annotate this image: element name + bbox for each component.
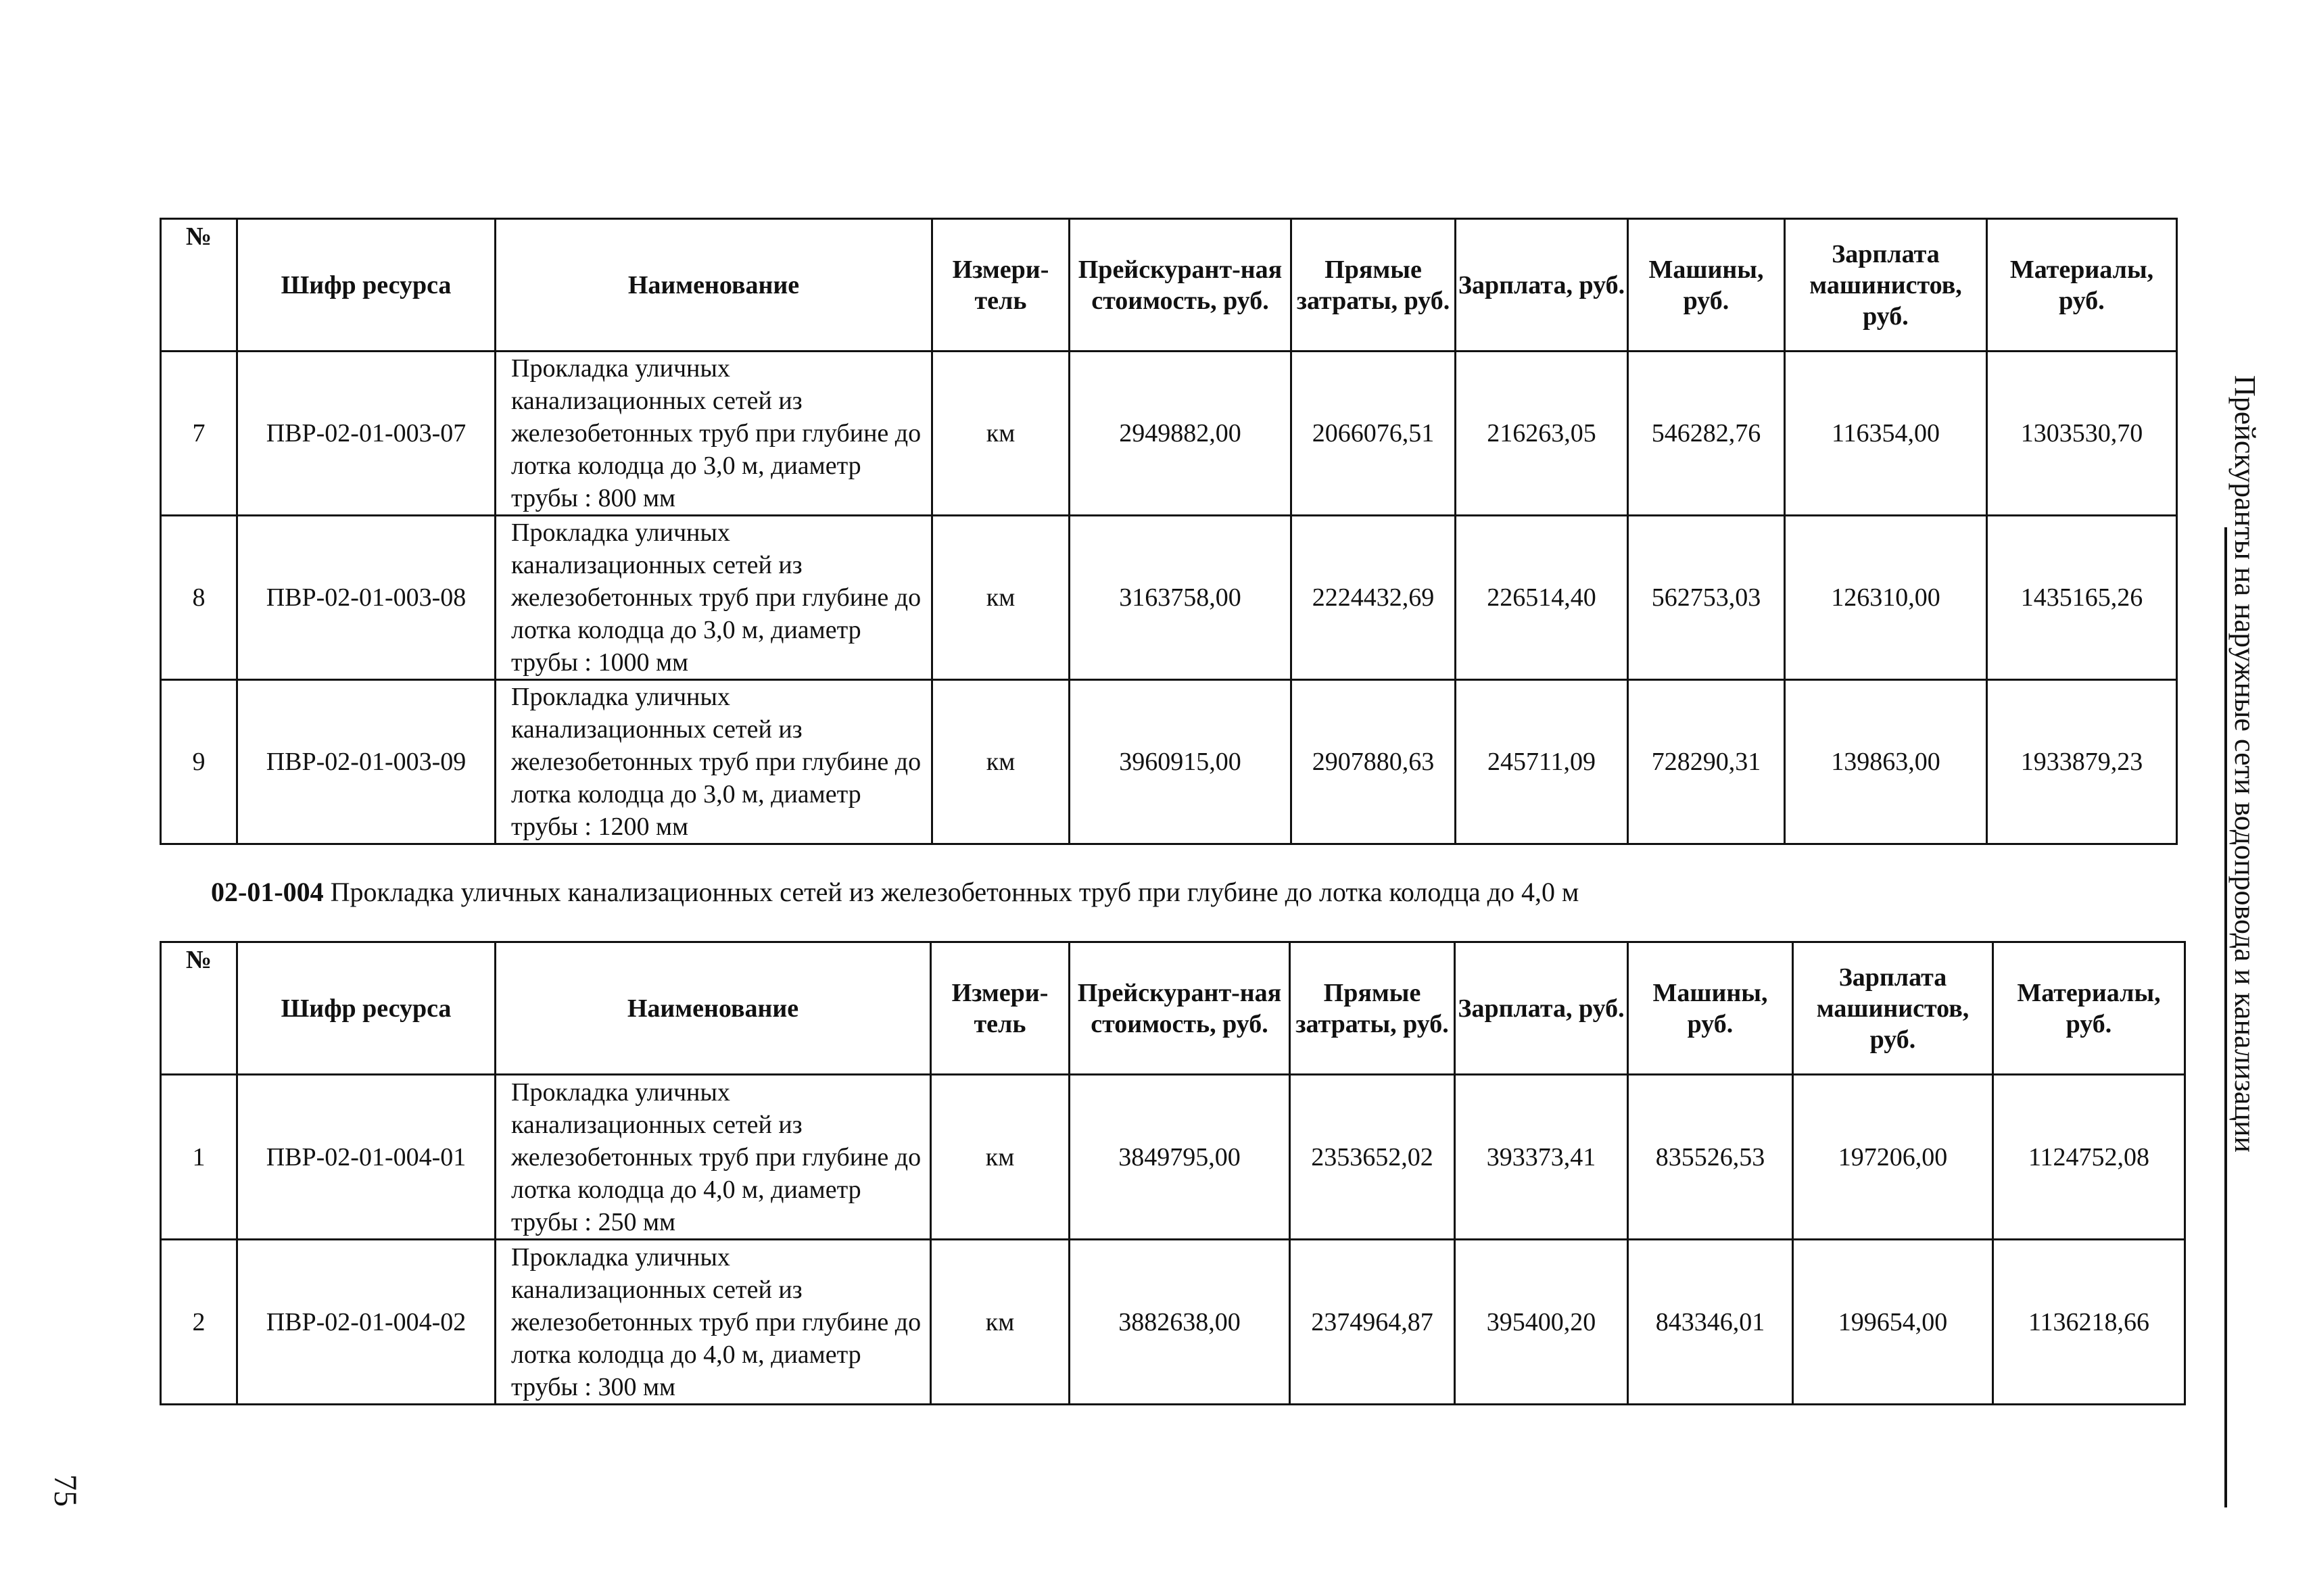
header-unit: Измери-тель [931,942,1070,1075]
row-num: 7 [161,352,237,516]
row-materials: 1303530,70 [1987,352,2177,516]
header-operators: Зарплата машинистов, руб. [1785,219,1987,352]
row-salary: 245711,09 [1456,680,1628,844]
row-direct: 2224432,69 [1291,516,1456,680]
row-salary: 395400,20 [1455,1240,1628,1405]
row-code: ПВР-02-01-003-09 [237,680,496,844]
row-num: 1 [161,1075,237,1240]
row-unit: км [932,352,1070,516]
row-name: Прокладка уличных канализационных сетей из железобетонных труб при глубине до лотка колодца до 3,0 м, диаметр трубы : 800 мм [496,352,932,516]
row-unit: км [932,680,1070,844]
header-price: Прейскурант-ная стоимость, руб. [1070,942,1290,1075]
header-salary: Зарплата, руб. [1455,942,1628,1075]
table-row [161,680,2177,844]
row-materials: 1136218,66 [1993,1240,2185,1405]
header-name: Наименование [496,219,932,352]
header-machines: Машины, руб. [1628,219,1785,352]
row-num: 9 [161,680,237,844]
row-price: 3849795,00 [1070,1075,1290,1240]
row-operators: 199654,00 [1793,1240,1993,1405]
header-code: Шифр ресурса [237,942,496,1075]
row-salary: 393373,41 [1455,1075,1628,1240]
row-operators: 139863,00 [1785,680,1987,844]
row-name: Прокладка уличных канализационных сетей из железобетонных труб при глубине до лотка колодца до 4,0 м, диаметр трубы : 300 мм [496,1240,931,1405]
header-code: Шифр ресурса [237,219,496,352]
header-unit: Измери-тель [932,219,1070,352]
row-machines: 562753,03 [1628,516,1785,680]
row-code: ПВР-02-01-004-02 [237,1240,496,1405]
header-price: Прейскурант-ная стоимость, руб. [1070,219,1291,352]
table-row [161,352,2177,516]
price-table-004 [160,941,2186,1405]
row-salary: 216263,05 [1456,352,1628,516]
row-materials: 1124752,08 [1993,1075,2185,1240]
price-table-003 [160,218,2178,845]
row-name: Прокладка уличных канализационных сетей из железобетонных труб при глубине до лотка колодца до 3,0 м, диаметр трубы : 1200 мм [496,680,932,844]
row-price: 3882638,00 [1070,1240,1290,1405]
row-num: 2 [161,1240,237,1405]
section-title-text: Прокладка уличных канализационных сетей из железобетонных труб при глубине до лотка колодца до 4,0 м [330,877,1579,907]
row-direct: 2353652,02 [1290,1075,1455,1240]
row-materials: 1435165,26 [1987,516,2177,680]
section-heading [211,876,1579,909]
header-num: № [161,219,237,352]
row-materials: 1933879,23 [1987,680,2177,844]
row-code: ПВР-02-01-004-01 [237,1075,496,1240]
row-unit: км [932,516,1070,680]
row-machines: 728290,31 [1628,680,1785,844]
header-materials: Материалы, руб. [1987,219,2177,352]
row-operators: 197206,00 [1793,1075,1993,1240]
row-code: ПВР-02-01-003-07 [237,352,496,516]
running-title-text: Прейскуранты на наружные сети водопровода и канализации [2228,375,2262,1153]
header-salary: Зарплата, руб. [1456,219,1628,352]
header-materials: Материалы, руб. [1993,942,2185,1075]
header-name: Наименование [496,942,931,1075]
row-unit: км [931,1240,1070,1405]
header-operators: Зарплата машинистов, руб. [1793,942,1993,1075]
row-operators: 126310,00 [1785,516,1987,680]
row-salary: 226514,40 [1456,516,1628,680]
header-num: № [161,942,237,1075]
header-direct: Прямые затраты, руб. [1291,219,1456,352]
page-number-text: 75 [47,1474,83,1507]
table-row [161,516,2177,680]
row-price: 3960915,00 [1070,680,1291,844]
row-code: ПВР-02-01-003-08 [237,516,496,680]
row-direct: 2066076,51 [1291,352,1456,516]
row-price: 2949882,00 [1070,352,1291,516]
row-machines: 546282,76 [1628,352,1785,516]
row-unit: км [931,1075,1070,1240]
table-row [161,1240,2185,1405]
row-direct: 2374964,87 [1290,1240,1455,1405]
row-machines: 835526,53 [1628,1075,1793,1240]
section-code: 02-01-004 [211,877,324,907]
row-price: 3163758,00 [1070,516,1291,680]
header-direct: Прямые затраты, руб. [1290,942,1455,1075]
row-machines: 843346,01 [1628,1240,1793,1405]
row-name: Прокладка уличных канализационных сетей из железобетонных труб при глубине до лотка колодца до 4,0 м, диаметр трубы : 250 мм [496,1075,931,1240]
table-row [161,1075,2185,1240]
table-header-row [161,942,2185,1075]
table-header-row [161,219,2177,352]
row-num: 8 [161,516,237,680]
row-direct: 2907880,63 [1291,680,1456,844]
header-machines: Машины, руб. [1628,942,1793,1075]
row-operators: 116354,00 [1785,352,1987,516]
row-name: Прокладка уличных канализационных сетей из железобетонных труб при глубине до лотка колодца до 3,0 м, диаметр трубы : 1000 мм [496,516,932,680]
